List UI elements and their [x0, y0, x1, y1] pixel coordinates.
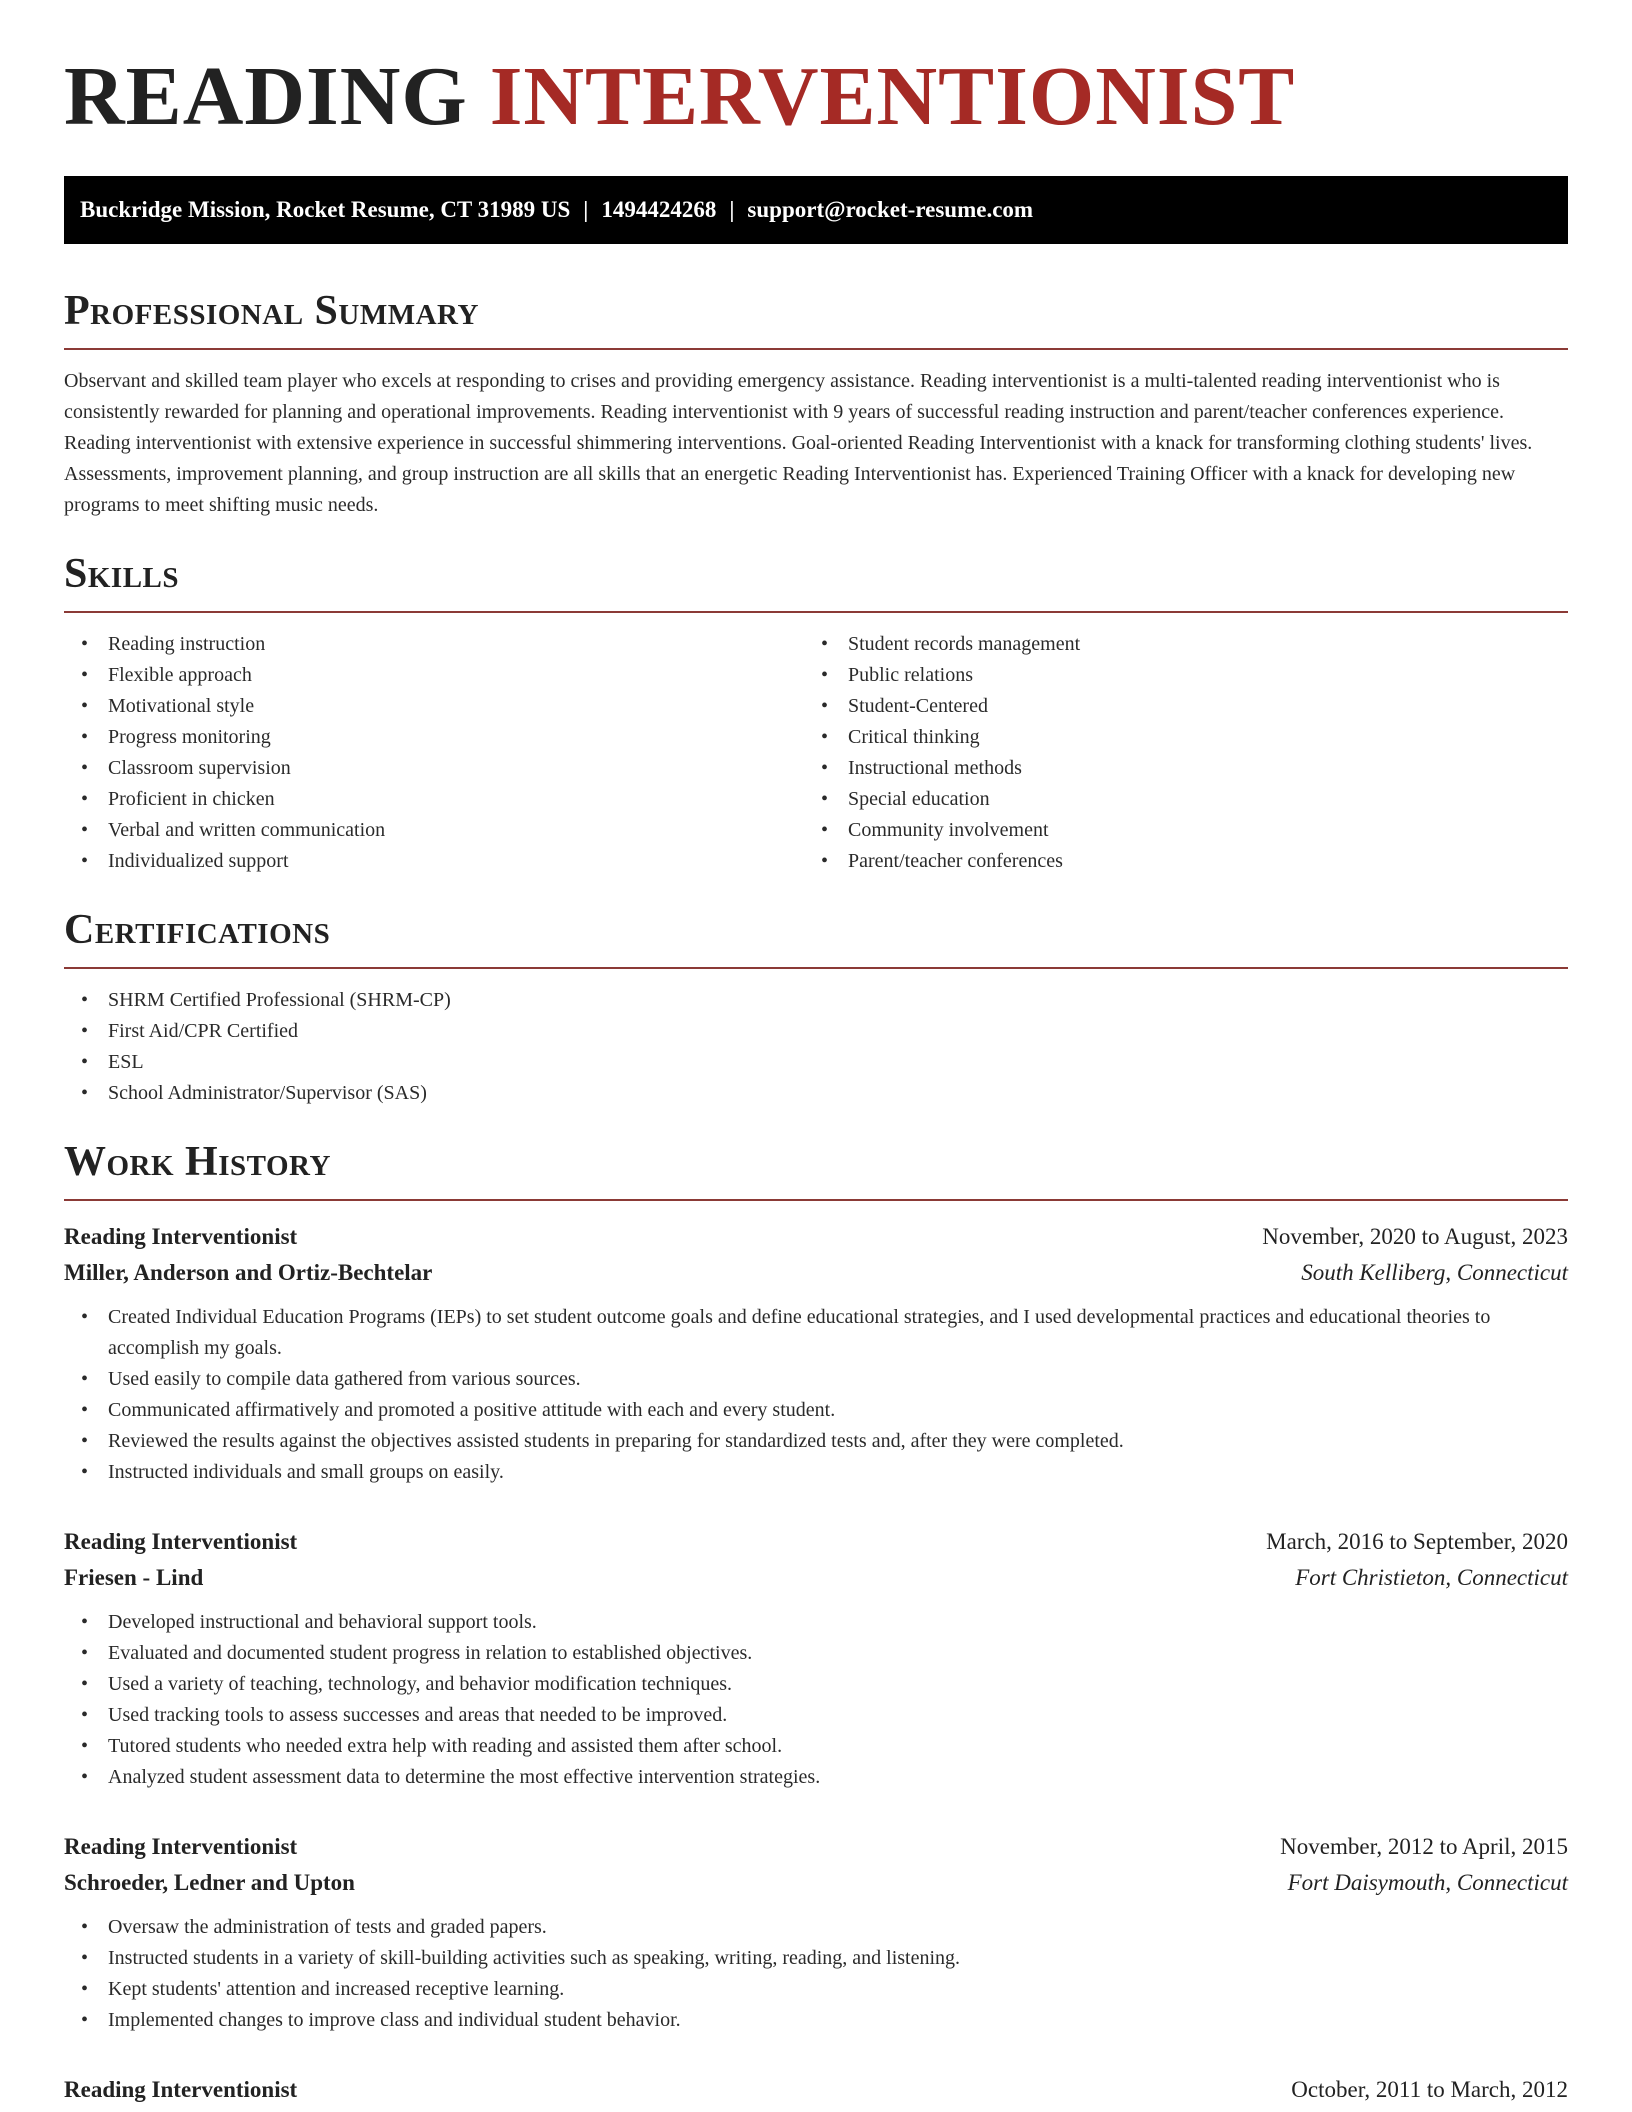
contact-address: Buckridge Mission, Rocket Resume, CT 31989 US [80, 197, 571, 222]
job-bullets-list [64, 1302, 1568, 1488]
list-item-text: Reading instruction [108, 633, 266, 655]
job-location: Fort Daisymouth, Connecticut [1287, 1870, 1568, 1895]
bullet-icon: • [81, 726, 89, 748]
list-item [64, 629, 804, 660]
bullet-icon: • [81, 1430, 89, 1452]
list-item-text: Student records management [848, 633, 1081, 655]
contact-separator: | [583, 197, 589, 222]
list-item-text: Analyzed student assessment data to determine the most effective intervention strategies. [108, 1766, 821, 1788]
bullet-icon: • [81, 1947, 89, 1969]
job-company-row [64, 1560, 1568, 1596]
list-item [64, 1943, 1568, 1974]
bullet-icon: • [821, 850, 829, 872]
list-item [64, 753, 804, 784]
bullet-icon: • [81, 664, 89, 686]
list-item [64, 2005, 1568, 2036]
list-item-text: Classroom supervision [108, 757, 291, 779]
contact-separator: | [729, 197, 735, 222]
bullet-icon: • [81, 1368, 89, 1390]
job-header-row [64, 1219, 1568, 1255]
list-item-text: Tutored students who needed extra help with reading and assisted them after school. [108, 1735, 783, 1757]
bullet-icon: • [821, 819, 829, 841]
jobs-list [64, 1219, 1568, 2108]
list-item [64, 1016, 1568, 1047]
list-item [64, 1731, 1568, 1762]
bullet-icon: • [81, 989, 89, 1011]
list-item [64, 1457, 1568, 1488]
bullet-icon: • [81, 1399, 89, 1421]
list-item [64, 1762, 1568, 1793]
job-entry [64, 1219, 1568, 1488]
bullet-icon: • [81, 695, 89, 717]
bullet-icon: • [81, 850, 89, 872]
list-item [64, 784, 804, 815]
list-item-text: Oversaw the administration of tests and graded papers. [108, 1916, 547, 1938]
job-company: Miller, Anderson and Ortiz-Bechtelar [64, 1260, 433, 1285]
skills-columns [64, 629, 1568, 877]
job-entry [64, 1524, 1568, 1793]
list-item-text: Motivational style [108, 695, 255, 717]
list-item [64, 1669, 1568, 1700]
list-item [64, 1047, 1568, 1078]
list-item [804, 629, 1544, 660]
bullet-icon: • [81, 757, 89, 779]
job-dates: November, 2012 to April, 2015 [1280, 1834, 1568, 1859]
list-item [804, 815, 1544, 846]
job-dates: October, 2011 to March, 2012 [1291, 2077, 1568, 2102]
list-item [64, 1078, 1568, 1109]
list-item-text: Used easily to compile data gathered from various sources. [108, 1368, 581, 1390]
bullet-icon: • [81, 1704, 89, 1726]
list-item-text: Reviewed the results against the objectives assisted students in preparing for standardized tests and, after they were completed. [108, 1430, 1124, 1452]
list-item-text: Individualized support [108, 850, 289, 872]
list-item-text: School Administrator/Supervisor (SAS) [108, 1082, 427, 1104]
list-item-text: Evaluated and documented student progress in relation to established objectives. [108, 1642, 753, 1664]
certifications-list [64, 985, 1568, 1109]
list-item-text: Proficient in chicken [108, 788, 275, 810]
job-dates: March, 2016 to September, 2020 [1266, 1529, 1568, 1554]
list-item-text: Used a variety of teaching, technology, and behavior modification techniques. [108, 1673, 733, 1695]
summary-text: Observant and skilled team player who excels at responding to crises and providing emergency assistance. Reading interventionist is a multi-talented reading interventionist who is consistently rewarded for planning and operational improvements. Reading interventionist with 9 years of successful reading instruction and parent/teacher conferences experience. Reading interventionist with extensive experience in successful shimmering interventions. Goal-oriented Reading Interventionist with a knack for transforming clothing students' lives. Assessments, improvement planning, and group instruction are all skills that an energetic Reading Interventionist has. Experienced Training Officer with a knack for developing new programs to meet shifting music needs. [64, 370, 1533, 516]
contact-email: support@rocket-resume.com [747, 197, 1034, 222]
list-item [804, 846, 1544, 877]
list-item-text: Critical thinking [848, 726, 980, 748]
job-company-row [64, 1255, 1568, 1291]
list-item [64, 1638, 1568, 1669]
bullet-icon: • [81, 1461, 89, 1483]
certifications-section [64, 905, 1568, 1109]
job-title: Reading Interventionist [64, 1834, 298, 1859]
list-item [64, 985, 1568, 1016]
list-item-text: SHRM Certified Professional (SHRM-CP) [108, 989, 451, 1011]
job-header-row [64, 1524, 1568, 1560]
work-history-section [64, 1137, 1568, 2108]
list-item-text: Created Individual Education Programs (IEPs) to set student outcome goals and define educational strategies, and I used developmental practices and educational theories to accomplish my goals. [108, 1306, 1491, 1359]
bullet-icon: • [81, 1642, 89, 1664]
title-part-1: READING [64, 50, 468, 143]
list-item-text: First Aid/CPR Certified [108, 1020, 299, 1042]
resume-content [64, 0, 1568, 2108]
bullet-icon: • [821, 757, 829, 779]
bullet-icon: • [81, 1051, 89, 1073]
list-item-text: Instructional methods [848, 757, 1022, 779]
job-company: Friesen - Lind [64, 1565, 204, 1590]
job-dates: November, 2020 to August, 2023 [1262, 1224, 1568, 1249]
contact-bar [64, 176, 1568, 244]
bullet-icon: • [81, 819, 89, 841]
bullet-icon: • [81, 1611, 89, 1633]
job-title: Reading Interventionist [64, 1529, 298, 1554]
bullet-icon: • [81, 1082, 89, 1104]
bullet-icon: • [81, 633, 89, 655]
job-bullets-list [64, 1912, 1568, 2036]
summary-heading: Professional Summary [64, 286, 1568, 350]
bullet-icon: • [821, 788, 829, 810]
job-header-row [64, 2072, 1568, 2108]
list-item [64, 1426, 1568, 1457]
job-bullets-list [64, 1607, 1568, 1793]
list-item-text: Kept students' attention and increased receptive learning. [108, 1978, 565, 2000]
list-item [64, 1700, 1568, 1731]
list-item [804, 660, 1544, 691]
skills-right-list [804, 629, 1544, 877]
bullet-icon: • [821, 633, 829, 655]
skills-left-list [64, 629, 804, 877]
job-header-row [64, 1829, 1568, 1865]
work-history-heading: Work History [64, 1137, 1568, 1201]
bullet-icon: • [821, 726, 829, 748]
certifications-heading: Certifications [64, 905, 1568, 969]
job-company: Schroeder, Ledner and Upton [64, 1870, 355, 1895]
bullet-icon: • [81, 1978, 89, 2000]
skills-heading: Skills [64, 549, 1568, 613]
job-entry [64, 1829, 1568, 2036]
list-item [64, 1302, 1568, 1364]
list-item [64, 815, 804, 846]
list-item-text: Instructed individuals and small groups on easily. [108, 1461, 504, 1483]
list-item-text: Developed instructional and behavioral support tools. [108, 1611, 537, 1633]
bullet-icon: • [81, 1673, 89, 1695]
list-item-text: Progress monitoring [108, 726, 271, 748]
list-item-text: Flexible approach [108, 664, 252, 686]
list-item [64, 1974, 1568, 2005]
list-item [64, 691, 804, 722]
list-item-text: Used tracking tools to assess successes and areas that needed to be improved. [108, 1704, 728, 1726]
list-item-text: Public relations [848, 664, 973, 686]
bullet-icon: • [81, 1735, 89, 1757]
list-item [64, 722, 804, 753]
bullet-icon: • [81, 1306, 89, 1328]
summary-section [64, 286, 1568, 521]
bullet-icon: • [81, 1020, 89, 1042]
job-location: South Kelliberg, Connecticut [1301, 1260, 1568, 1285]
bullet-icon: • [81, 2009, 89, 2031]
list-item-text: Implemented changes to improve class and individual student behavior. [108, 2009, 681, 2031]
page-title [64, 0, 1568, 143]
job-entry [64, 2072, 1568, 2108]
list-item [64, 1912, 1568, 1943]
job-title: Reading Interventionist [64, 2077, 298, 2102]
title-part-2: INTERVENTIONIST [489, 50, 1296, 143]
list-item-text: Special education [848, 788, 990, 810]
job-location: Fort Christieton, Connecticut [1295, 1565, 1568, 1590]
list-item [804, 753, 1544, 784]
list-item [64, 846, 804, 877]
list-item-text: Verbal and written communication [108, 819, 386, 841]
list-item [64, 1607, 1568, 1638]
list-item-text: Parent/teacher conferences [848, 850, 1063, 872]
contact-phone: 1494424268 [601, 197, 717, 222]
list-item [64, 1364, 1568, 1395]
list-item [64, 1395, 1568, 1426]
skills-section [64, 549, 1568, 877]
list-item [804, 691, 1544, 722]
list-item-text: Community involvement [848, 819, 1049, 841]
list-item [804, 722, 1544, 753]
job-title: Reading Interventionist [64, 1224, 298, 1249]
list-item [804, 784, 1544, 815]
list-item-text: ESL [108, 1051, 144, 1073]
bullet-icon: • [821, 664, 829, 686]
bullet-icon: • [821, 695, 829, 717]
list-item-text: Instructed students in a variety of skill-building activities such as speaking, writing, reading, and listening. [108, 1947, 961, 1969]
bullet-icon: • [81, 788, 89, 810]
job-company-row [64, 1865, 1568, 1901]
list-item-text: Student-Centered [848, 695, 988, 717]
bullet-icon: • [81, 1766, 89, 1788]
bullet-icon: • [81, 1916, 89, 1938]
list-item-text: Communicated affirmatively and promoted a positive attitude with each and every student. [108, 1399, 836, 1421]
list-item [64, 660, 804, 691]
